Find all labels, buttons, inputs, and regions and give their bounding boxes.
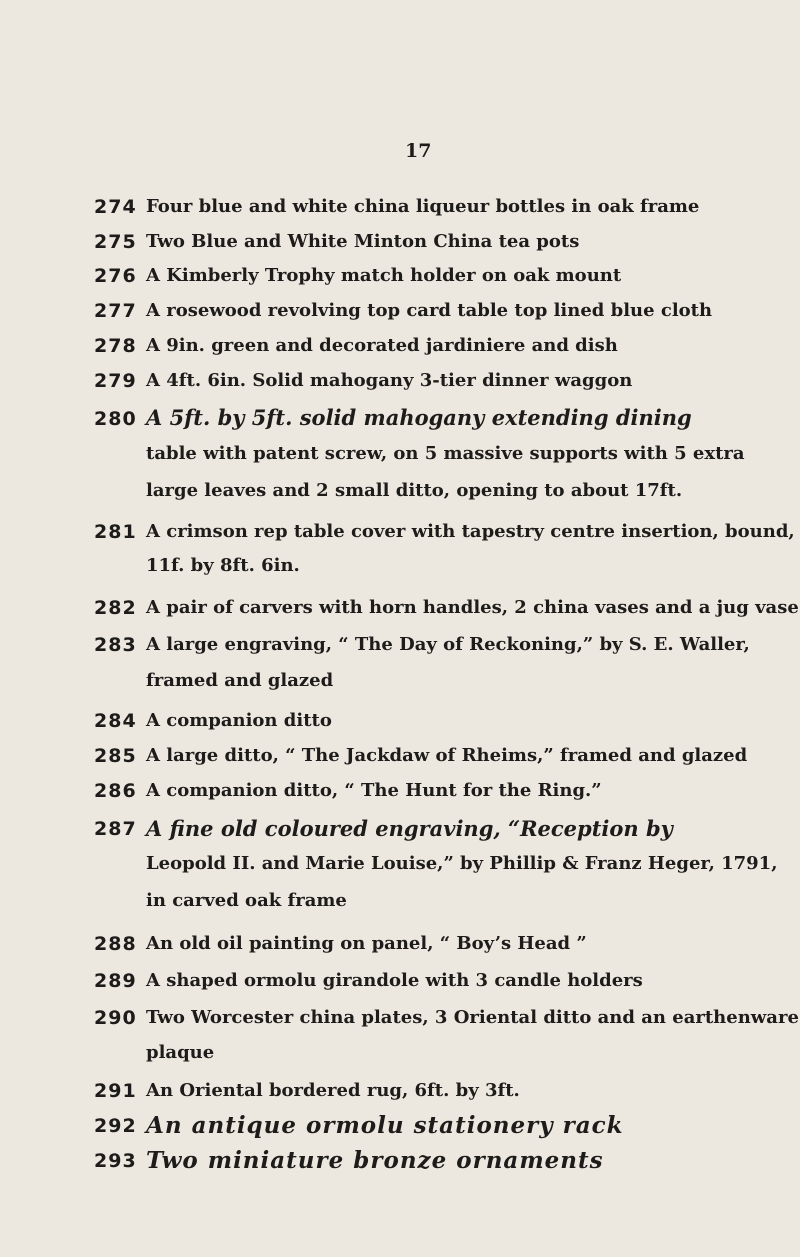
lot-number: 292 [94, 1115, 137, 1137]
lot-description: Four blue and white china liqueur bottles in oak frame [146, 196, 700, 217]
lot-description: A shaped ormolu girandole with 3 candle holders [146, 970, 643, 991]
lot-number: 293 [94, 1150, 137, 1172]
lot-description: A 4ft. 6in. Solid mahogany 3-tier dinner waggon [146, 370, 633, 391]
lot-description: A companion ditto [146, 710, 332, 731]
lot-description: A fine old coloured engraving, “Reception by [146, 816, 673, 841]
lot-description: A large ditto, “ The Jackdaw of Rheims,” framed and glazed [146, 745, 748, 766]
lot-description: An antique ormolu stationery rack [146, 1112, 624, 1139]
lot-number: 290 [94, 1007, 137, 1029]
lot-description: Two Worcester china plates, 3 Oriental ditto and an earthenware [146, 1007, 799, 1028]
lot-description: A companion ditto, “ The Hunt for the Ring.” [146, 780, 602, 801]
lot-number: 288 [94, 933, 137, 955]
lot-number: 275 [94, 231, 137, 253]
lot-description: large leaves and 2 small ditto, opening to about 17ft. [146, 480, 683, 501]
lot-description: A crimson rep table cover with tapestry centre insertion, bound, [146, 521, 795, 542]
lot-description: Leopold II. and Marie Louise,” by Phillip & Franz Heger, 1791, [146, 853, 778, 874]
lot-description: A large engraving, “ The Day of Reckoning,” by S. E. Waller, [146, 634, 750, 655]
lot-number: 277 [94, 300, 137, 322]
lot-description: An Oriental bordered rug, 6ft. by 3ft. [146, 1080, 520, 1101]
lot-description: in carved oak frame [146, 890, 347, 911]
lot-number: 278 [94, 335, 137, 357]
lot-description: table with patent screw, on 5 massive supports with 5 extra [146, 443, 745, 464]
lot-description: A 9in. green and decorated jardiniere and dish [146, 335, 618, 356]
lot-description: 11f. by 8ft. 6in. [146, 555, 300, 576]
lot-description: An old oil painting on panel, “ Boy’s Head ” [146, 933, 587, 954]
lot-description: A pair of carvers with horn handles, 2 china vases and a jug vase [146, 597, 799, 618]
lot-number: 289 [94, 970, 137, 992]
lot-description: Two miniature bronze ornaments [146, 1147, 604, 1174]
lot-number: 279 [94, 370, 137, 392]
lot-number: 274 [94, 196, 137, 218]
lot-description: A rosewood revolving top card table top lined blue cloth [146, 300, 713, 321]
lot-number: 287 [94, 818, 137, 840]
lot-description: A 5ft. by 5ft. solid mahogany extending dining [146, 405, 692, 430]
lot-number: 282 [94, 597, 137, 619]
lot-description: A Kimberly Trophy match holder on oak mount [146, 265, 622, 286]
lot-number: 283 [94, 634, 137, 656]
lot-description: framed and glazed [146, 670, 334, 691]
lot-number: 291 [94, 1080, 137, 1102]
lot-number: 284 [94, 710, 137, 732]
lot-number: 285 [94, 745, 137, 767]
lot-description: plaque [146, 1042, 215, 1063]
lot-number: 286 [94, 780, 137, 802]
lot-description: Two Blue and White Minton China tea pots [146, 231, 580, 252]
lot-number: 276 [94, 265, 137, 287]
page-number: 17 [405, 140, 432, 162]
lot-number: 281 [94, 521, 137, 543]
lot-number: 280 [94, 408, 137, 430]
